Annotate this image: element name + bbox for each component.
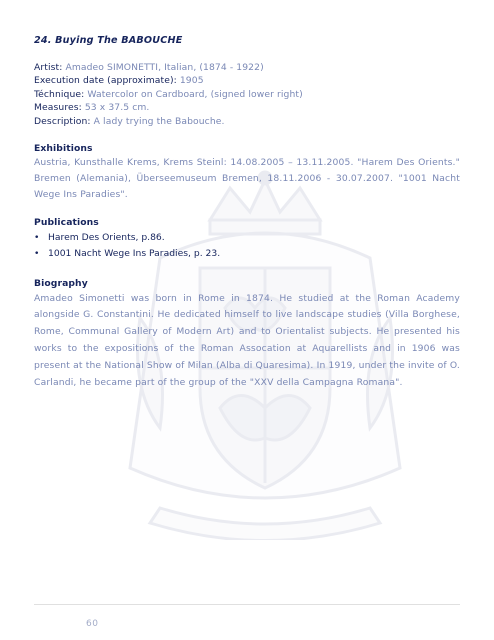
list-item <box>34 246 460 263</box>
detail-value: Watercolor on Cardboard, (signed lower right) <box>87 88 303 100</box>
detail-label: Measures: <box>34 102 85 114</box>
detail-label: Téchnique: <box>34 88 88 100</box>
exhibitions-heading: Exhibitions <box>34 143 93 155</box>
artwork-title: 24. Buying The BABOUCHE <box>34 35 183 46</box>
detail-artist <box>34 61 460 74</box>
detail-value: 53 x 37.5 cm. <box>84 102 150 114</box>
publications-section <box>34 216 460 263</box>
biography-section <box>34 277 460 391</box>
exhibitions-section <box>34 142 460 202</box>
page-number: 60 <box>86 619 99 629</box>
exhibitions-text: Austria, Kunsthalle Krems, Krems Steinl: 14.08.2005 – 13.11.2005. "Harem Des Orients." Bremen (Alemania), Überseemuseum Bremen, 18.11.2006 - 30.07.2007. "1001 Nacht Wege Ins Paradies". <box>34 157 460 200</box>
detail-measures <box>34 101 460 114</box>
biography-text: Amadeo Simonetti was born in Rome in 1874. He studied at the Roman Academy alongside G. Constantini. He dedicated himself to live landscape studies (Villa Borghese, Rome, Communal Gallery of Modern Art) and to Orientalist subjects. He presented his works to the expositions of the Roman Assocation at Aquarellists and in 1906 was present at the National Show of Milan (Alba di Quaresima). In 1919, under the invite of O. Carlandi, he became part of the group of the "XXV della Campagna Romana". <box>34 292 460 388</box>
publication-text: Harem Des Orients, p.86. <box>48 231 165 243</box>
publication-text: 1001 Nacht Wege Ins Paradies, p. 23. <box>48 248 221 260</box>
publications-list <box>34 230 460 264</box>
detail-label: Description: <box>34 115 94 127</box>
publications-heading: Publications <box>34 217 99 229</box>
detail-technique <box>34 88 460 101</box>
detail-description <box>34 115 460 128</box>
detail-value: A lady trying the Babouche. <box>93 115 225 127</box>
detail-label: Execution date (approximate): <box>34 75 180 87</box>
bullet-icon: • <box>34 248 40 260</box>
detail-value: Amadeo SIMONETTI, Italian, (1874 - 1922) <box>65 62 264 73</box>
detail-execution-date <box>34 74 460 87</box>
artwork-details <box>34 61 460 128</box>
detail-value: 1905 <box>179 75 204 87</box>
detail-label: Artist: <box>34 62 66 73</box>
list-item <box>34 230 460 247</box>
footer-divider <box>34 604 460 605</box>
biography-heading: Biography <box>34 278 88 290</box>
bullet-icon: • <box>34 231 40 243</box>
document-page <box>34 34 460 391</box>
